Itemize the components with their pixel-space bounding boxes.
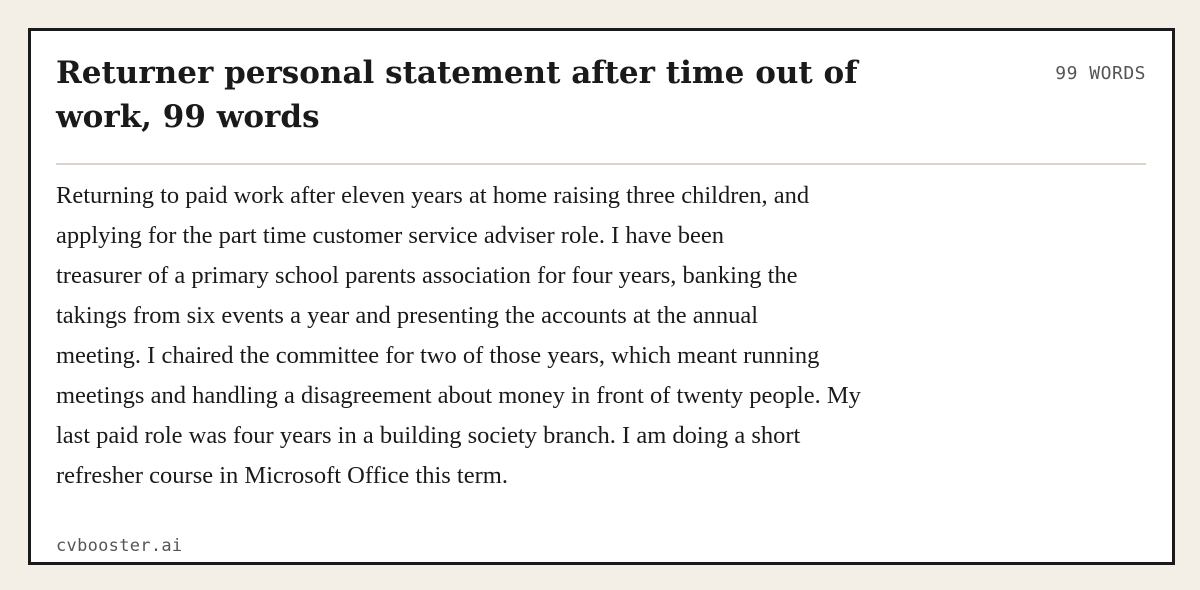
- statement-line: takings from six events a year and presenting the accounts at the annual: [56, 302, 759, 329]
- statement-text: [56, 176, 1056, 496]
- statement-line: meetings and handling a disagreement about money in front of twenty people. My: [56, 382, 861, 409]
- statement-line: treasurer of a primary school parents association for four years, banking the: [56, 262, 798, 289]
- statement-line: refresher course in Microsoft Office this term.: [56, 462, 508, 489]
- card-header: [56, 51, 1146, 165]
- statement-line: meeting. I chaired the committee for two of those years, which meant running: [56, 342, 820, 369]
- statement-card: [28, 28, 1175, 565]
- statement-line: Returning to paid work after eleven years at home raising three children, and: [56, 182, 810, 209]
- footer-brand: cvbooster.ai: [56, 536, 183, 556]
- statement-line: applying for the part time customer service adviser role. I have been: [56, 222, 725, 249]
- page-title: Returner personal statement after time out of work, 99 words: [56, 55, 858, 135]
- word-count-badge: 99 WORDS: [1055, 63, 1146, 84]
- statement-line: last paid role was four years in a building society branch. I am doing a short: [56, 422, 801, 449]
